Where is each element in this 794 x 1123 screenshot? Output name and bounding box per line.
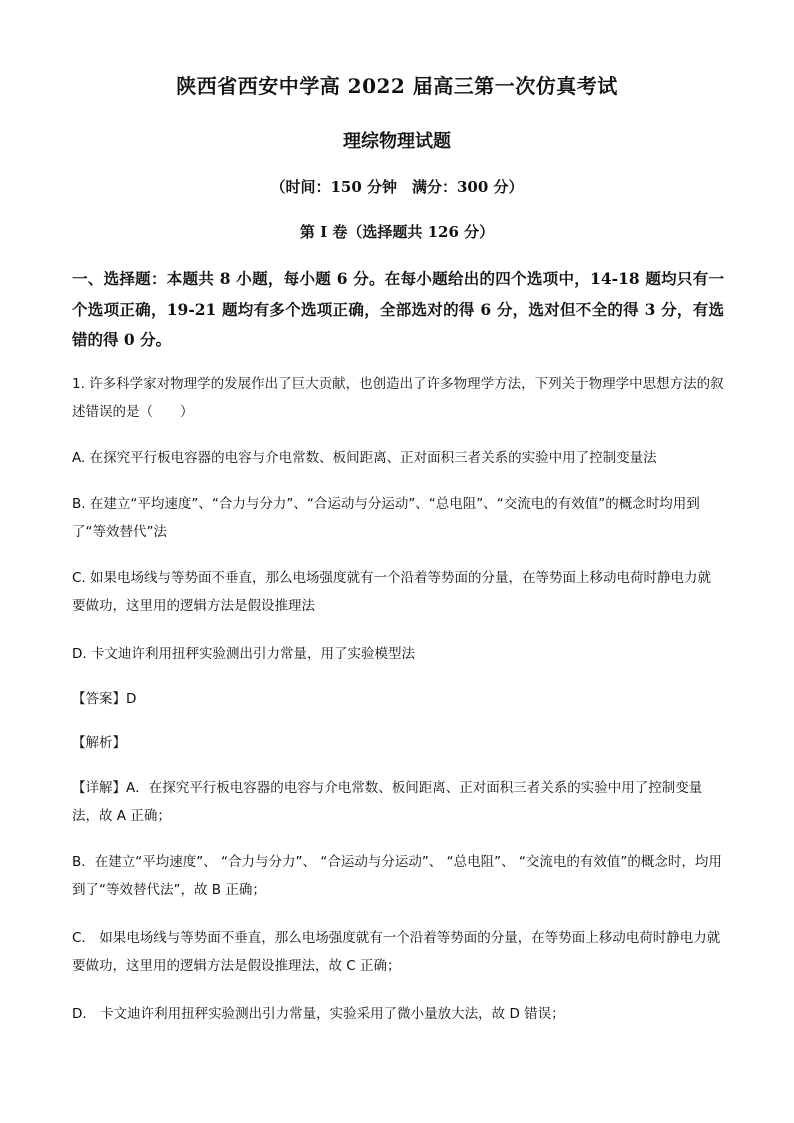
option-d [72,640,724,668]
option-d-text: D. 卡文迪许利用扭秤实验测出引力常量，用了实验模型法 [72,646,415,662]
exam-title: 陕西省西安中学高 2022 届高三第一次仿真考试 [176,74,618,98]
subject-title: 理综物理试题 [343,131,451,152]
detail-b-text: B．在建立“平均速度”、 “合力与分力”、 “合运动与分运动”、 “总电阻”、 “交流电的有效值”的概念时，均用到了“等效替代法”，故 B 正确； [72,854,722,898]
option-a-text: A. 在探究平行板电容器的电容与介电常数、板间距离、正对面积三者关系的实验中用了控制变量法 [72,450,657,466]
volume-heading: 第 I 卷（选择题共 126 分） [299,223,495,241]
question-1-stem: 1. 许多科学家对物理学的发展作出了巨大贡献，也创造出了许多物理学方法，下列关于物理学中思想方法的叙述错误的是（ ） [72,376,724,420]
analysis-label-text: 【解析】 [72,735,126,751]
option-b [72,490,724,546]
detail-d [72,1000,724,1028]
section-instructions [72,264,724,356]
detail-a-text: 【详解】A．在探究平行板电容器的电容与介电常数、板间距离、正对面积三者关系的实验中用了控制变量法，故 A 正确； [72,780,703,824]
section-text: 一、选择题：本题共 8 小题，每小题 6 分。在每小题给出的四个选项中，14-18 题均只有一个选项正确，19-21 题均有多个选项正确，全部选对的得 6 分，选对但不全的得 3 分，有选错的得 0 分。 [72,269,724,349]
option-c-text: C. 如果电场线与等势面不垂直，那么电场强度就有一个沿着等势面的分量，在等势面上移动电荷时静电力就要做功，这里用的逻辑方法是假设推理法 [72,570,712,614]
question-stem [72,370,724,426]
detail-c [72,924,724,980]
answer-text: 【答案】D [72,691,137,707]
time-info: （时间：150 分钟 满分：300 分） [270,178,524,196]
option-c [72,564,724,620]
answer-line [72,685,724,713]
detail-c-text: C． 如果电场线与等势面不垂直，那么电场强度就有一个沿着等势面的分量，在等势面上移动电荷时静电力就要做功，这里用的逻辑方法是假设推理法，故 C 正确； [72,930,721,974]
option-a [72,444,724,472]
detail-a [72,774,724,830]
detail-b [72,848,724,904]
option-b-text: B. 在建立“平均速度”、“合力与分力”、“合运动与分运动”、“总电阻”、“交流电的有效值”的概念时均用到了“等效替代”法 [72,496,700,540]
detail-d-text: D． 卡文迪许利用扭秤实验测出引力常量，实验采用了微小量放大法，故 D 错误； [72,1006,565,1022]
analysis-label [72,729,724,757]
